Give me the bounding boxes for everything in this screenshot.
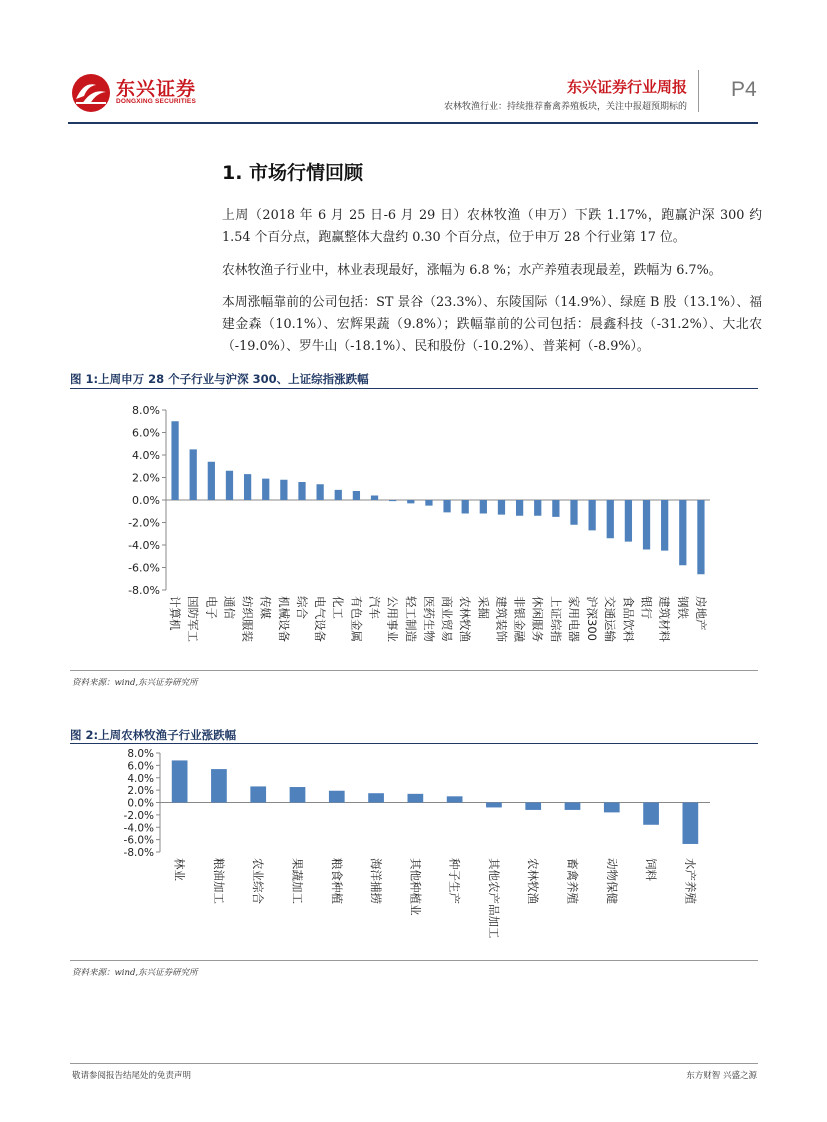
category-label: 公用事业 [385, 596, 400, 642]
y-tick-label: -8.0% [123, 847, 154, 859]
category-label: 计算机 [168, 596, 183, 631]
category-label: 畜禽养殖 [565, 858, 580, 904]
y-tick-label: -4.0% [123, 822, 154, 835]
bar [625, 500, 632, 542]
bar [353, 491, 360, 500]
paragraph-top-movers [222, 292, 762, 358]
figure-2-bottom-rule [70, 960, 758, 961]
category-label: 农业综合 [251, 858, 266, 904]
category-label: 化工 [331, 596, 346, 619]
logo-english-name: DONGXING SECURITIES [116, 98, 197, 105]
y-tick-label: -8.0% [128, 584, 160, 597]
paragraph-text: 本周涨幅靠前的公司包括：ST 景谷（23.3%）、东陵国际（14.9%）、绿庭 B 股（13.1%）、福建金森（10.1%）、宏辉果蔬（9.8%）；跌幅靠前的公司包括：晨鑫科技（-31.2%）、大北农（-19.0%）、罗牛山（-18.1%）、民和股份（-10.2%）、普莱柯（-8.9%）。 [222, 295, 762, 354]
bar [226, 471, 233, 500]
bar [447, 796, 463, 802]
bar [389, 500, 396, 501]
bar [486, 803, 502, 808]
bar [552, 500, 559, 517]
bar [589, 500, 596, 530]
y-tick-label: -6.0% [128, 561, 160, 575]
bar [570, 500, 577, 525]
bar [679, 500, 686, 565]
bar [408, 794, 424, 803]
category-label: 采掘 [476, 596, 491, 619]
bar [697, 500, 704, 574]
category-label: 果蔬加工 [290, 858, 305, 904]
figure-2-top-rule [70, 743, 758, 744]
category-label: 休闲服务 [530, 596, 545, 642]
bar [480, 500, 487, 514]
y-tick-label: -6.0% [123, 834, 154, 847]
bar [172, 760, 188, 802]
category-label: 农林牧渔 [526, 858, 541, 904]
category-label: 食品饮料 [621, 596, 636, 642]
category-label: 动物保健 [604, 858, 619, 904]
bar [462, 500, 469, 514]
logo-mark-icon [70, 72, 112, 114]
y-tick-label: 8.0% [127, 748, 154, 760]
category-label: 其他农产品加工 [486, 858, 501, 939]
bar [244, 474, 251, 500]
paragraph-subsector [222, 260, 762, 282]
figure-2-source: 资料来源：wind,东兴证券研究所 [72, 968, 198, 978]
category-label: 钢铁 [675, 596, 690, 619]
y-tick-label: 6.0% [127, 760, 154, 773]
category-label: 传媒 [258, 596, 273, 619]
report-title: 东兴证券行业周报 [566, 78, 687, 96]
bar [211, 769, 227, 802]
paragraph-weekly-summary [222, 205, 762, 249]
category-label: 海洋捕捞 [369, 858, 384, 904]
bar [280, 480, 287, 500]
y-tick-label: -2.0% [123, 809, 154, 822]
bar [525, 803, 541, 810]
figure-1-source: 资料来源：wind,东兴证券研究所 [72, 678, 198, 688]
bar [250, 786, 266, 802]
y-tick-label: 0.0% [132, 494, 160, 507]
bar [329, 791, 345, 803]
bar [443, 500, 450, 512]
bar [643, 500, 650, 550]
y-tick-label: 6.0% [132, 426, 160, 440]
category-label: 饲料 [644, 858, 659, 881]
category-label: 有色金属 [349, 596, 364, 642]
y-tick-label: -2.0% [128, 516, 160, 530]
bar [190, 449, 197, 500]
section-title: 1. 市场行情回顾 [222, 162, 364, 184]
bar [290, 787, 306, 802]
bar [371, 496, 378, 501]
category-label: 纺织服装 [240, 596, 255, 642]
figure-2-caption: 图 2:上周农林牧渔子行业涨跌幅 [70, 728, 237, 742]
bar [171, 421, 178, 500]
figure-1-bottom-rule [70, 670, 758, 671]
figure-1-caption: 图 1:上周申万 28 个子行业与沪深 300、上证综指涨跌幅 [70, 372, 369, 386]
y-tick-label: -4.0% [128, 539, 160, 552]
category-label: 医药生物 [421, 596, 436, 642]
category-label: 交通运输 [603, 596, 618, 642]
y-tick-label: 4.0% [127, 772, 154, 785]
category-label: 种子生产 [447, 858, 462, 904]
footer-rule [70, 1063, 758, 1064]
header-rule [68, 122, 758, 124]
bar [262, 479, 269, 500]
y-tick-label: 4.0% [132, 449, 160, 462]
bar [317, 484, 324, 500]
bar [335, 490, 342, 500]
company-logo [70, 70, 200, 114]
category-label: 综合 [294, 596, 309, 619]
bar [425, 500, 432, 506]
category-label: 轻工制造 [403, 596, 418, 642]
bar [643, 803, 659, 825]
bar [407, 500, 414, 503]
category-label: 非银金融 [512, 596, 527, 642]
bar [661, 500, 668, 551]
paragraph-text: 农林牧渔子行业中，林业表现最好，涨幅为 6.8 %；水产养殖表现最差，跌幅为 6.7%。 [222, 263, 722, 278]
category-label: 粮食种植 [329, 858, 344, 904]
category-label: 家用电器 [566, 596, 581, 642]
y-tick-label: 8.0% [132, 404, 160, 417]
figure-1-bar-chart [70, 392, 758, 670]
y-tick-label: 0.0% [127, 797, 154, 810]
category-label: 粮油加工 [211, 858, 226, 904]
category-label: 汽车 [367, 596, 382, 619]
bar [516, 500, 523, 516]
category-label: 农林牧渔 [458, 596, 473, 642]
category-label: 水产养殖 [683, 858, 698, 904]
bar [607, 500, 614, 538]
page-number: P4 [731, 78, 757, 101]
y-tick-label: 2.0% [132, 471, 160, 485]
footer-disclaimer: 敬请参阅报告结尾处的免责声明 [72, 1071, 192, 1081]
logo-chinese-name: 东兴证券 [116, 78, 197, 100]
category-label: 电子 [204, 596, 219, 619]
bar [368, 793, 384, 802]
bar [604, 803, 620, 813]
category-label: 国防军工 [186, 596, 201, 642]
footer-slogan: 东方财智 兴盛之源 [686, 1071, 757, 1081]
bar [498, 500, 505, 515]
paragraph-text: 上周（2018 年 6 月 25 日-6 月 29 日）农林牧渔（申万）下跌 1.17%，跑赢沪深 300 约 1.54 个百分点，跑赢整体大盘约 0.30 个百分点，位于申万 28 个行业第 17 位。 [222, 208, 762, 245]
category-label: 林业 [172, 858, 187, 881]
category-label: 建筑装饰 [494, 596, 509, 642]
bar [298, 482, 305, 500]
category-label: 沪深300 [585, 596, 600, 641]
category-label: 通信 [222, 596, 237, 619]
category-label: 商业贸易 [440, 596, 455, 642]
category-label: 电气设备 [313, 596, 328, 642]
figure-2-bar-chart [70, 746, 758, 959]
category-label: 机械设备 [276, 596, 291, 642]
header-divider [698, 70, 699, 112]
category-label: 其他种植业 [408, 858, 423, 916]
category-label: 房地产 [693, 596, 708, 631]
bar [534, 500, 541, 516]
category-label: 银行 [639, 596, 654, 619]
bar [208, 462, 215, 500]
report-subtitle: 农林牧渔行业：持续推荐畜禽养殖板块，关注中报超预期标的 [443, 102, 687, 112]
y-tick-label: 2.0% [127, 785, 154, 798]
bar [683, 803, 699, 844]
figure-1-top-rule [70, 388, 758, 389]
bar [565, 803, 581, 810]
category-label: 建筑材料 [657, 596, 672, 642]
category-label: 上证综指 [548, 596, 563, 642]
